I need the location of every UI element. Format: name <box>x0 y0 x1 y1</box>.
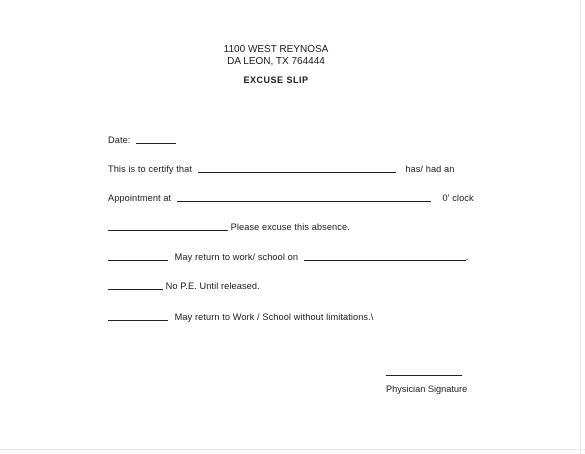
excuse-text: Please excuse this absence. <box>230 222 350 232</box>
appointment-row <box>108 192 474 204</box>
return-suffix: . <box>465 252 469 262</box>
appointment-prefix: Appointment at <box>108 193 172 203</box>
excuse-blank[interactable] <box>108 221 228 231</box>
return-unlimited-blank[interactable] <box>108 311 168 321</box>
return-unlimited-text: May return to Work / School without limitations.\ <box>174 312 374 322</box>
appointment-suffix: 0' clock <box>442 193 474 203</box>
date-label: Date: <box>108 135 131 145</box>
no-pe-text: No P.E. Until released. <box>165 281 260 291</box>
document-title: EXCUSE SLIP <box>243 75 309 85</box>
signature-block <box>386 374 476 395</box>
no-pe-blank[interactable] <box>108 280 163 290</box>
excuse-row <box>108 221 350 233</box>
signature-line[interactable] <box>386 374 462 376</box>
appointment-time-blank[interactable] <box>177 192 431 202</box>
certify-prefix: This is to certify that <box>108 164 192 174</box>
address-line-1: 1100 WEST REYNOSA <box>223 44 329 55</box>
return-prefix: May return to work/ school on <box>174 252 299 262</box>
certify-row <box>108 163 454 175</box>
return-date-row <box>108 251 468 263</box>
return-check-blank[interactable] <box>108 251 168 261</box>
page-edge-bottom <box>0 449 585 450</box>
no-pe-row <box>108 280 260 292</box>
signature-label: Physician Signature <box>386 384 468 394</box>
return-date-blank[interactable] <box>304 251 466 261</box>
address-line-2: DA LEON, TX 764444 <box>227 56 325 67</box>
return-unlimited-row <box>108 311 373 323</box>
date-blank[interactable] <box>136 134 176 144</box>
page-edge-right <box>580 0 581 454</box>
date-row <box>108 134 176 146</box>
certify-suffix: has/ had an <box>405 164 455 174</box>
patient-name-blank[interactable] <box>198 163 396 173</box>
